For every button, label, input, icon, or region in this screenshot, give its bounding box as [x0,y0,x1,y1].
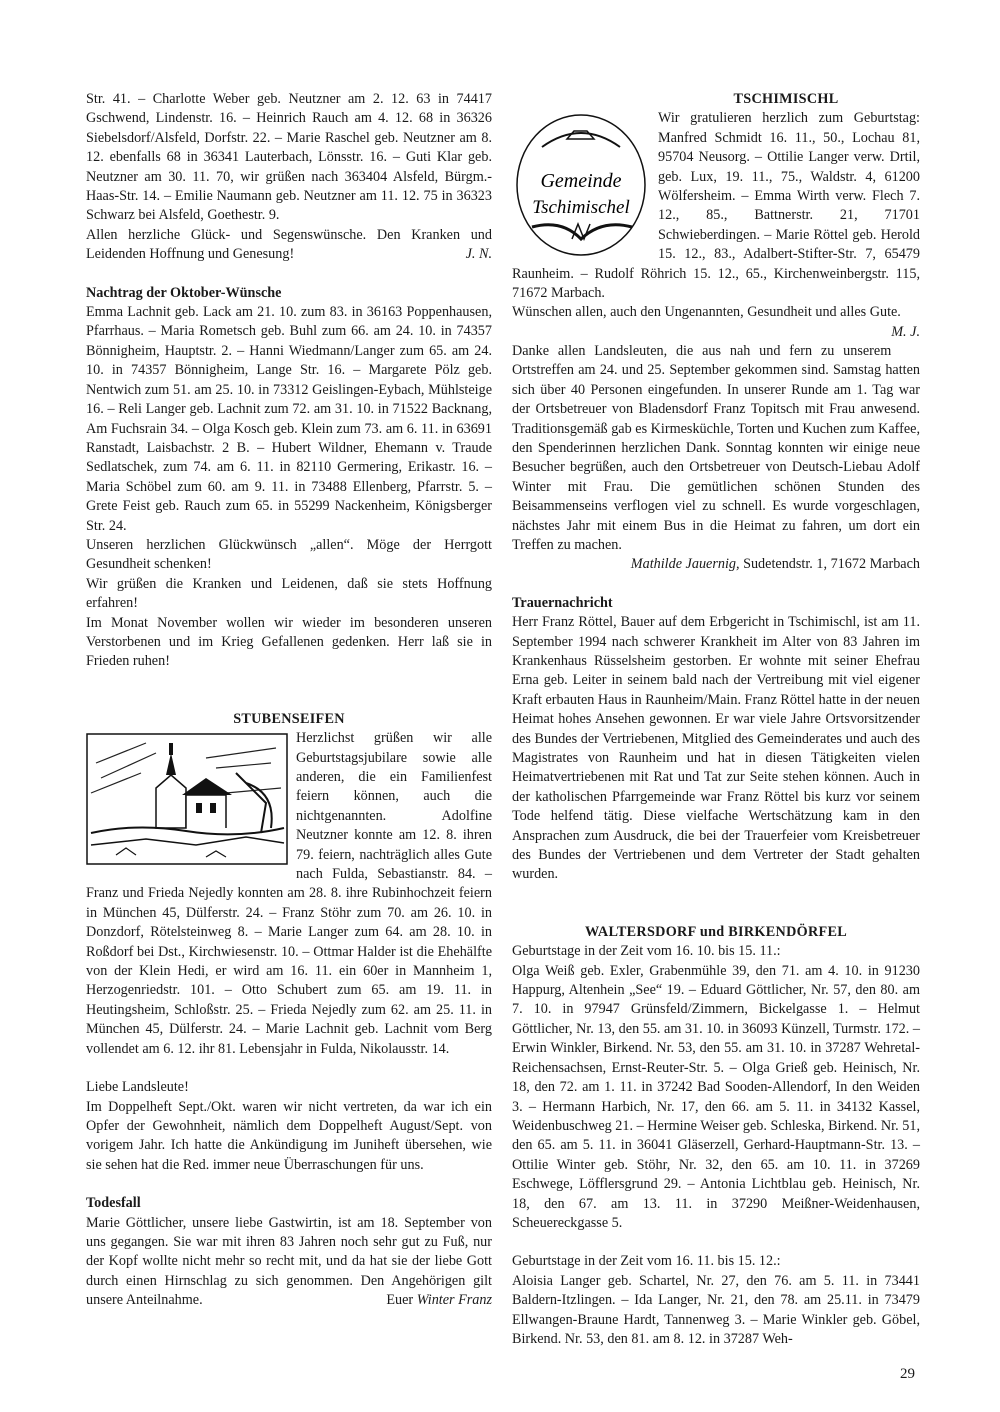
danke-signature-name: Mathilde Jauernig, [630,556,740,573]
liebe-text: Im Doppelheft Sept./Okt. waren wir nicht vertreten, da war ich ein Opfer der Gewohnheit, nämlich dem Doppelheft August/Sept. von vorigem Jahr. Ich hatte die Ankündigung im Juniheft übersehen, wie sie sehen hat die Red. immer neue Überraschungen für uns. [86,1098,492,1173]
danke-text: Danke allen Landsleuten, die aus nah und fern zu unserem Ortstreffen am 24. und 25. September gekommen sind. Samstag hatten sich über 40 Personen eingefunden. In unserer Runde am 1. Tag war der Ortsbetreuer von Bladensdorf Franz Topitsch mit Frau anwesend. Traditionsgemäß gab es Kirmesküchle, Torten und Kuchen zum Kaffee, den Spenderinnen herzlichen Dank. Sonntag konnten wir einige neue Besucher begrüßen, auch den Ortsbetreuer von Deutsch-Liebau Adolf Winter mit Frau. Die gemütlichen schönen Stunden des Beisammenseins verflogen viel zu schnell. Es wurde vorgeschlagen, nächstes Jahr mit einem Bus in die Heimat zu fahren, um dort ein Treffen zu machen. [512,342,920,553]
left-column [86,90,492,1311]
gluckwunsch-text: Unseren herzlichen Glückwünsch „allen“. Möge der Herrgott Gesundheit schenken! [86,536,492,573]
waltersdorf-text-1: Olga Weiß geb. Exler, Grabenmühle 39, den 71. am 4. 10. in 91230 Happurg, Altenhein „See“ 19. – Eduard Göttlicher, Nr. 57, den 80. am 7. 10. in 97947 Grünsfeld/Zimmern, Bickelgasse 1. – Helmut Göttlicher, Nr. 13, den 55. am 31. 10. in 36093 Künzell, Turmstr. 172. – Erwin Winkler, Birkend. Nr. 53, den 55. am 31. 10. in 37287 Wehretal-Reichensachsen, Ernst-Reuter-Str. 5. – Olga Grieß geb. Heinisch, Nr. 18, den 72. am 1. 11. in 37242 Bad Sooden-Allendorf, In den Weiden 3. – Hermann Harbich, Nr. 17, den 66. am 5. 11. in 34132 Kassel, Weidenbuschweg 21. – Hermine Weiser geb. Schleska, Birkend. Nr. 51, den 65. am 5. 11. in 36041 Gläserzell, Gerhard-Hauptmann-Str. 13. – Ottilie Winter geb. Stöhr, Nr. 32, den 65. am 10. 11. in 37269 Eschwege, Löfflersgrund 29. – Antonia Lichtblau geb. Heinisch, Nr. 18, den 67. am 13. 11. in 37290 Meißner-Weidenhausen, Scheuereckgasse 5. [512,962,920,1231]
danke-signature-address: Sudetendstr. 1, 71672 Marbach [743,556,920,573]
trauernachricht-heading: Trauernachricht [512,594,613,611]
seal-text-line1: Gemeinde [540,170,622,193]
todesfall-signature-prefix: Euer [386,1292,414,1309]
tschimischl-heading: TSCHIMISCHL [733,91,839,107]
todesfall-signature: Winter Franz [416,1292,492,1309]
todesfall-heading: Todesfall [86,1195,141,1212]
wishes-text: Allen herzliche Glück- und Segenswünsche. Den Kranken und Leidenden Hoffnung und Genesung! J. N. [86,226,492,265]
november-text: Im Monat November wollen wir wieder im besonderen unseren Verstorbenen und im Krieg Gefallenen gedenken. Herr laß sie in Frieden ruhen! [86,614,492,670]
seal-text-line2: Tschimischel [532,197,630,219]
gemeinde-seal-illustration [512,109,650,259]
waltersdorf-period-1: Geburtstage in der Zeit vom 16. 10. bis 15. 11.: [512,943,781,960]
nachtrag-heading: Nachtrag der Oktober-Wünsche [86,284,282,301]
tschimischl-signature: M. J. [891,323,920,340]
waltersdorf-heading: WALTERSDORF und BIRKENDÖRFEL [584,923,847,940]
birthday-list-continued: Str. 41. – Charlotte Weber geb. Neutzner am 2. 12. 63 in 74417 Gschwend, Lindenstr. 16. – Heinrich Rauch am 4. 12. 68 in 36326 Siebelsdorf/Alsfeld, Dorfstr. 22. – Marie Raschel geb. Neutzner am 8. 12. ebenfalls 68 in 36341 Lauterbach, Lönsstr. 16. – Guti Klar geb. Neutzner am 30. 11. 70, wir grüßen nach 363404 Alsfeld, Bürgm.-Haas-Str. 14. – Emilie Naumann geb. Neutzner am 11. 12. 75 in 36323 Schwarz bei Alsfeld, Goethestr. 9. [86,91,492,224]
stubenseifen-text: Herzlichst grüßen wir alle Geburtstagsjubilare sowie alle anderen, die ein Familienfest feiern können, auch die nichtgenannten. Adolfine Neutzner konnte am 12. 8. ihren 79. feiern, nachträglich alles Gute nach Fulda, Sebastianstr. 84. – Franz und Frieda Nejedly konnten am 28. 8. ihre Rubinhochzeit feiern in München 45, Dülferstr. 24. – Franz Stöhr zum 70. am 26. 10. in Donzdorf, Rötelsteinweg 8. – Marie Langer zum 64. am 28. 10. in Roßdorf bei Dst., Kirchwiesenstr. 10. – Ottmar Halder ist die Ehehälfte von der Klein Hedi, er wird am 16. 11. ein 60er in Mannheim 1, Herzogenriedstr. 101. – Otto Schubert zum 65. am 19. 11. in Heutingsheim, Schloßstr. 25. – Frieda Nejedly zum 62. am 25. 11. in München 45, Dülferstr. 24. – Marie Lachnit geb. Lachnit vom Berg vollendet am 6. 12. ihr 81. Lebensjahr in Fulda, Nikolausstr. 14. [86,730,492,1057]
wishes-signature: J. N. [465,246,492,263]
gruss-text: Wir grüßen die Kranken und Leidenen, daß sie stets Hoffnung erfahren! [86,575,492,612]
church-illustration [86,733,288,865]
waltersdorf-period-2: Geburtstage in der Zeit vom 16. 11. bis 15. 12.: [512,1253,781,1270]
danke-signature [512,555,920,574]
stubenseifen-heading: STUBENSEIFEN [233,710,345,727]
right-column [512,90,920,1349]
tschimischl-text: Wir gratulieren herzlich zum Geburtstag: Manfred Schmidt 16. 11., 50., Lochau 81, 95704 Neusorg. – Ottilie Langer verw. Drtil, geb. Lux, 19. 11., 75., Waldstr. 4, 61200 Wölfersheim. – Emma Wirth verw. Flech 7. 12., 85., Battnerstr. 21, 71701 Schwieberdingen. – Marie Röttel geb. Herold 15. 12., 83., Adalbert-Stifter-Str. 7, 65479 Raunheim. – Rudolf Röhrich 15. 12., 65., Kirchenweinbergstr. 115, 71672 Marbach. [512,110,920,302]
page-number: 29 [900,1366,915,1382]
trauernachricht-text: Herr Franz Röttel, Bauer auf dem Erbgericht in Tschimischl, ist am 11. September 1994 nach schwerer Krankheit im Alter von 83 Jahren im Krankenhaus Rüsselsheim gestorben. Er wohnte mit seiner Ehefrau Erna geb. Leiter in seinem bald nach der Vertreibung mit viel eigener Kraft erbauten Haus in Raunheim/Main. Franz Röttel hatte in der neuen Heimat hohes Ansehen gewonnen. Er war viele Jahre Ortsvorsitzender des Bundes der Vertriebenen, Mitglied des Gemeinderates und auch des Magistrates von Raunheim und hat in diesen Tätigkeiten vielen Heimatvertriebenen mit Rat und Tat zur Seite stehen können. Auch in der katholischen Pfarrgemeinde war Franz Röttel bis kurz vor seinem Tode helfend tätig. Diese vielfache Wertschätzung kam in den Ansprachen zum Ausdruck, die bei der Trauerfeier vom Kreisbetreuer des Bundes der Vertriebenen und dem Vertreter der Stadt gehalten wurden. [512,614,920,883]
todesfall-text: Marie Göttlicher, unsere liebe Gastwirtin, ist am 18. September von uns gegangen. Sie war mit ihren 83 Jahren noch sehr gut zu Fuß, nur der Kopf wollte nicht mehr so recht mit, und da hat sie der liebe Gott durch einen Hirnschlag zu sich genommen. Den Angehörigen gilt unsere Anteilnahme. Euer Winter Franz [86,1214,492,1309]
liebe-greeting: Liebe Landsleute! [86,1079,189,1096]
waltersdorf-text-2: Aloisia Langer geb. Schartel, Nr. 27, den 76. am 5. 11. in 73441 Baldern-Itzlingen. – Ida Langer, Nr. 21, den 78. am 25.11. in 73479 Ellwangen-Braune Hardt, Tannenweg 3. – Marie Winkler geb. Göbel, Birkend. Nr. 53, den 81. am 8. 12. in 37287 Weh- [512,1272,920,1347]
tschimischl-wish: Wünschen allen, auch den Ungenannten, Gesundheit und alles Gute. M. J. [512,303,920,322]
nachtrag-text: Emma Lachnit geb. Lack am 21. 10. zum 83. in 36163 Poppenhausen, Pfarrhaus. – Maria Rometsch geb. Buhl zum 66. am 24. 10. in 74357 Bönnigheim, Hauptstr. 2. – Hanni Wiedmann/Langer zum 65. am 24. 10. in 74357 Bönnigheim, Lange Str. 16. – Margarete Pölz geb. Nentwich zum 51. am 25. 10. in 73312 Geislingen-Eybach, Mühlsteige 16. – Reli Langer geb. Lachnit zum 72. am 31. 10. in 71522 Backnang, Am Fuchsrain 34. – Olga Kosch geb. Klein zum 73. am 6. 11. in 63691 Ranstadt, Laisbachstr. 2 B. – Hubert Wildner, Ehemann v. Traude Sedlatschek, zum 74. am 6. 11. in 82110 Germering, Erikastr. 16. – Maria Schöbel zum 60. am 9. 11. in 73488 Ellenberg, Pfarrstr. 5. – Grete Feist geb. Rauch zum 65. in 55299 Nackenheim, Königsberger Str. 24. [86,304,492,534]
